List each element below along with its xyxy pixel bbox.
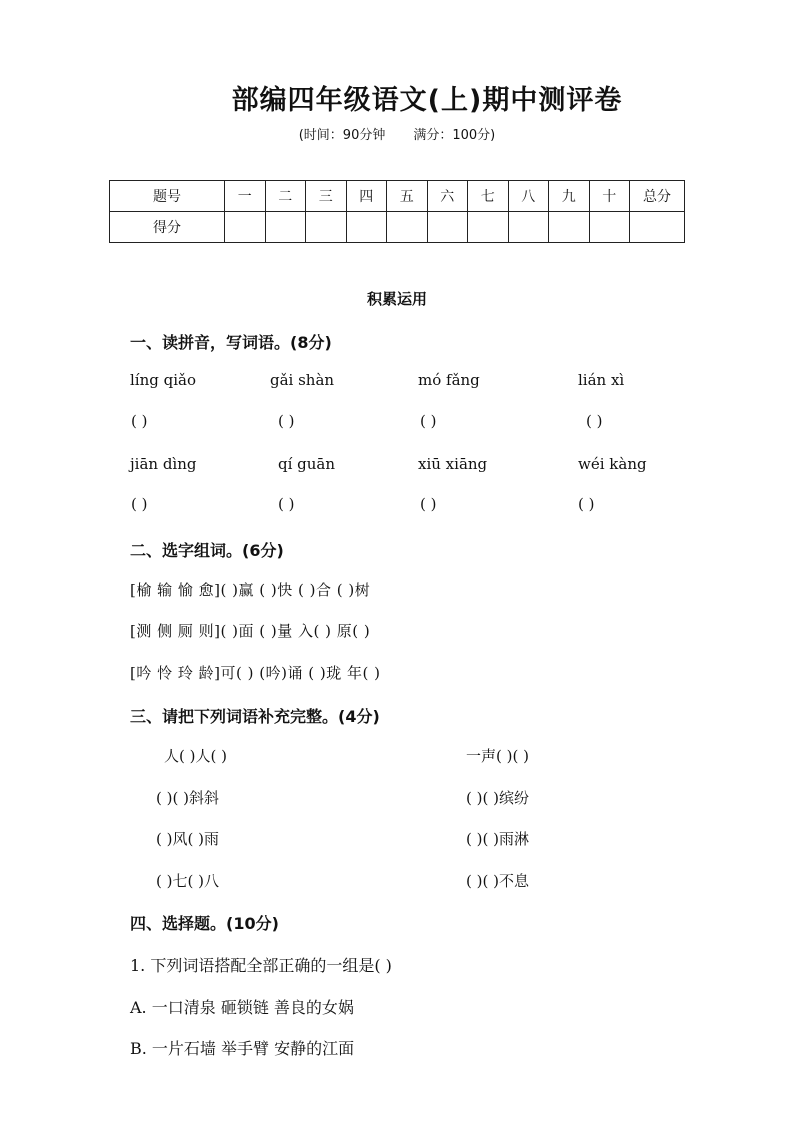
header-cell-4: 四	[346, 181, 387, 212]
header-cell-1: 一	[225, 181, 266, 212]
score-input-10[interactable]	[589, 212, 630, 243]
header-cell-2: 二	[265, 181, 306, 212]
q3-left-4: ( )七( )八	[156, 872, 219, 890]
header-cell-6: 六	[427, 181, 468, 212]
score-input-6[interactable]	[427, 212, 468, 243]
q1-pinyin-row-2	[0, 455, 794, 475]
answer-blank[interactable]: ( )	[578, 495, 595, 513]
pinyin-item: qí guān	[278, 455, 336, 473]
score-table	[109, 180, 685, 243]
answer-blank[interactable]: ( )	[278, 495, 295, 513]
q2-line-3: [吟 怜 玲 龄]可( ) (吟)诵 ( )珑 年( )	[130, 664, 381, 682]
header-cell-7: 七	[468, 181, 509, 212]
score-input-5[interactable]	[387, 212, 428, 243]
score-table-score-row	[110, 212, 685, 243]
score-table-header-row	[110, 181, 685, 212]
score-input-2[interactable]	[265, 212, 306, 243]
question-2-title: 二、选字组词。(6分)	[130, 541, 284, 560]
score-input-3[interactable]	[306, 212, 347, 243]
score-input-total[interactable]	[630, 212, 685, 243]
q1-answer-row-1	[0, 412, 794, 432]
score-input-9[interactable]	[549, 212, 590, 243]
header-cell-3: 三	[306, 181, 347, 212]
time-limit: (时间：90分钟	[298, 128, 386, 143]
score-input-7[interactable]	[468, 212, 509, 243]
full-score: 满分：100分)	[413, 128, 496, 143]
exam-subtitle	[0, 124, 794, 143]
q1-pinyin-row-1	[0, 371, 794, 391]
answer-blank[interactable]: ( )	[131, 412, 148, 430]
pinyin-item: jiān dìng	[130, 455, 197, 473]
pinyin-item: lián xì	[578, 371, 625, 389]
header-cell-8: 八	[508, 181, 549, 212]
q3-right-2: ( )( )缤纷	[466, 789, 529, 807]
score-input-8[interactable]	[508, 212, 549, 243]
question-3-title: 三、请把下列词语补充完整。(4分)	[130, 707, 380, 726]
pinyin-item: mó fǎng	[418, 371, 480, 389]
q3-right-4: ( )( )不息	[466, 872, 529, 890]
header-cell-label: 题号	[110, 181, 225, 212]
q3-left-2: ( )( )斜斜	[156, 789, 219, 807]
q4-option-a: A. 一口清泉 砸锁链 善良的女娲	[130, 998, 354, 1017]
score-input-1[interactable]	[225, 212, 266, 243]
pinyin-item: wéi kàng	[578, 455, 647, 473]
exam-title: 部编四年级语文(上)期中测评卷	[231, 85, 623, 116]
answer-blank[interactable]: ( )	[131, 495, 148, 513]
pinyin-item: xiū xiāng	[418, 455, 488, 473]
q3-right-3: ( )( )雨淋	[466, 830, 529, 848]
header-cell-10: 十	[589, 181, 630, 212]
q4-option-b: B. 一片石墙 举手臂 安静的江面	[130, 1039, 355, 1058]
section-heading: 积累运用	[366, 290, 427, 308]
answer-blank[interactable]: ( )	[420, 412, 437, 430]
header-cell-9: 九	[549, 181, 590, 212]
score-row-label: 得分	[110, 212, 225, 243]
q2-line-1: [榆 输 愉 愈]( )赢 ( )快 ( )合 ( )树	[130, 581, 371, 599]
q1-answer-row-2	[0, 495, 794, 515]
q3-right-1: 一声( )( )	[466, 747, 529, 765]
pinyin-item: líng qiǎo	[130, 371, 196, 389]
q3-left-3: ( )风( )雨	[156, 830, 219, 848]
question-4-title: 四、选择题。(10分)	[130, 914, 279, 933]
q2-line-2: [测 侧 厕 则]( )面 ( )量 入( ) 原( )	[130, 622, 371, 640]
pinyin-item: gǎi shàn	[270, 371, 335, 389]
q3-left-1: 人( )人( )	[164, 747, 227, 765]
question-1-title: 一、读拼音，写词语。(8分)	[130, 333, 332, 352]
header-cell-5: 五	[387, 181, 428, 212]
score-input-4[interactable]	[346, 212, 387, 243]
answer-blank[interactable]: ( )	[278, 412, 295, 430]
answer-blank[interactable]: ( )	[586, 412, 603, 430]
header-cell-total: 总分	[630, 181, 685, 212]
answer-blank[interactable]: ( )	[420, 495, 437, 513]
q4-item-1: 1. 下列词语搭配全部正确的一组是( )	[130, 956, 392, 975]
